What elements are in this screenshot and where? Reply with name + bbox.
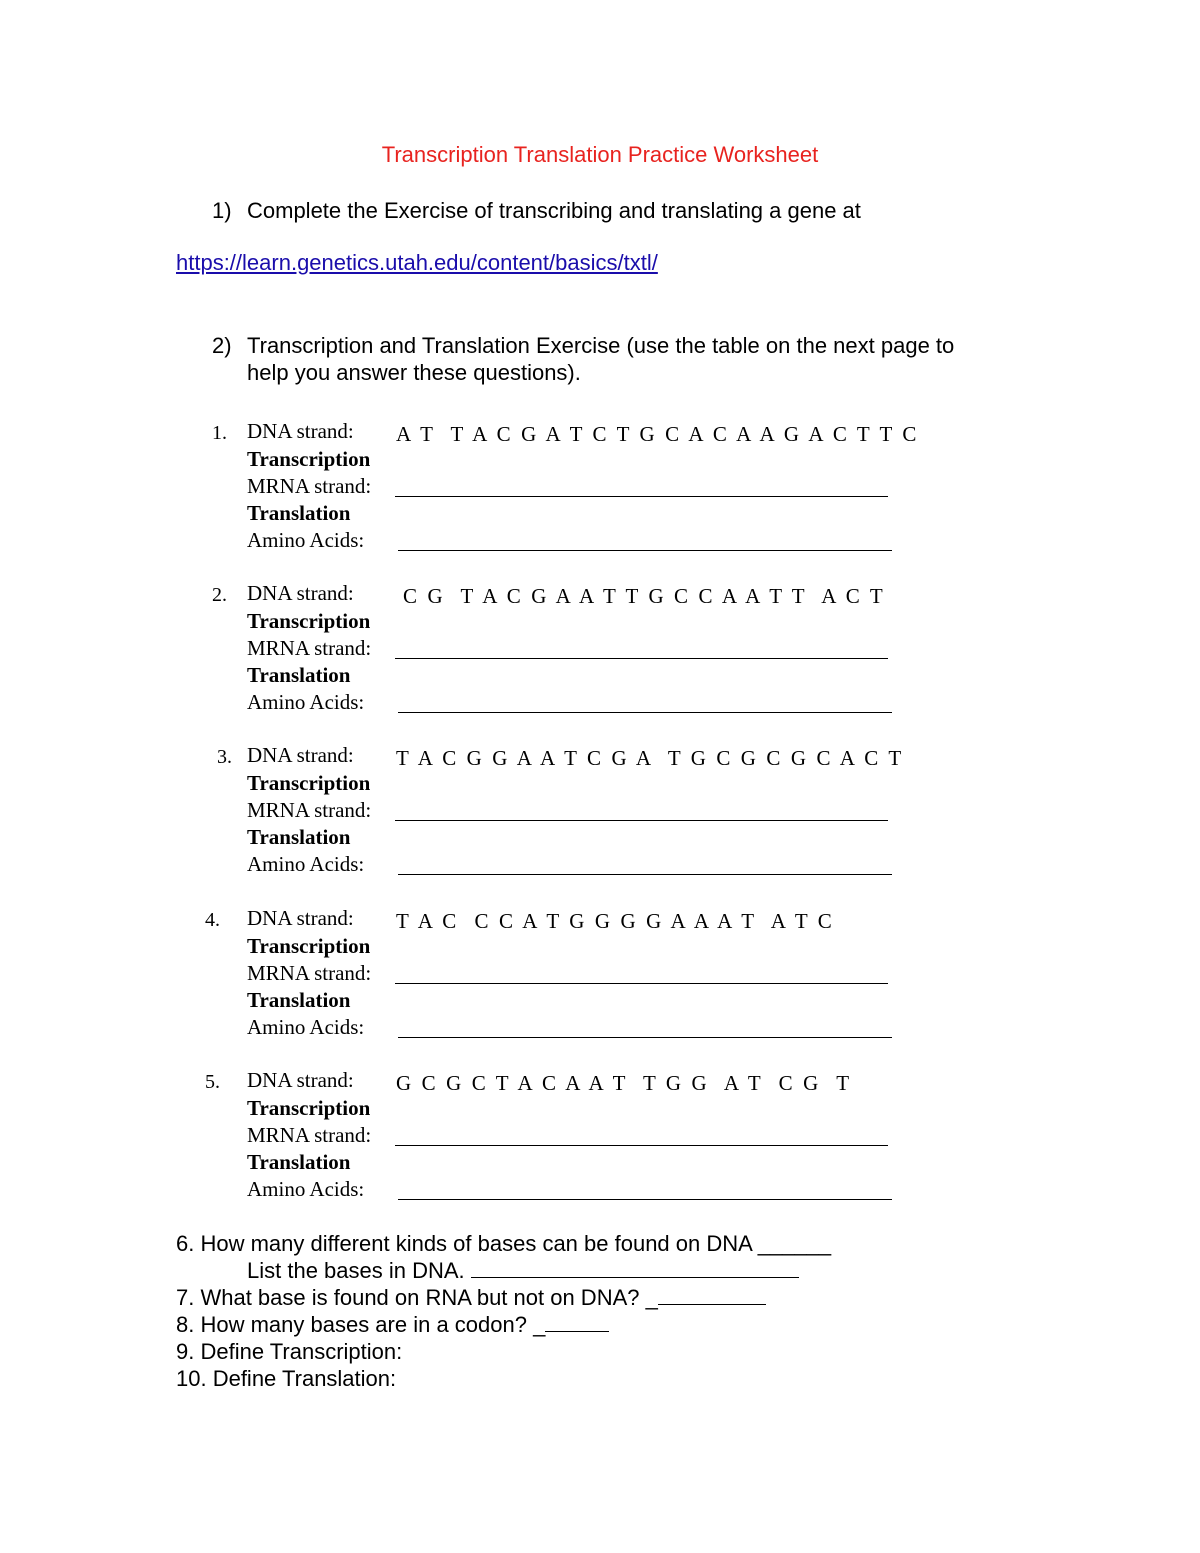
exercise-number: 2. [212, 584, 227, 606]
question-1-number: 1) [212, 198, 232, 223]
question-1-text: Complete the Exercise of transcribing and translating a gene at [247, 198, 861, 223]
question-10-text: 10. Define Translation: [176, 1366, 397, 1391]
exercise-1 [0, 418, 1200, 558]
exercise-number: 3. [217, 746, 232, 768]
mrna-answer-blank[interactable] [395, 820, 888, 821]
dna-sequence: G C G C T A C A A T T G G A T C G T [396, 1071, 852, 1095]
dna-strand-label: DNA strand: [247, 581, 354, 605]
amino-acids-answer-blank[interactable] [398, 1037, 892, 1038]
question-8-text: 8. How many bases are in a codon? _ [176, 1312, 546, 1337]
amino-acids-label: Amino Acids: [247, 1015, 365, 1039]
dna-strand-label: DNA strand: [247, 1068, 354, 1092]
amino-acids-label: Amino Acids: [247, 528, 365, 552]
exercise-3 [0, 742, 1200, 882]
question-2-line-1: Transcription and Translation Exercise (use the table on the next page to [247, 333, 955, 358]
translation-heading: Translation [247, 501, 351, 525]
question-6-list-text: List the bases in DNA. [247, 1258, 465, 1283]
question-2 [212, 332, 1032, 392]
mrna-answer-blank[interactable] [395, 983, 888, 984]
question-8 [176, 1311, 609, 1338]
amino-acids-answer-blank[interactable] [398, 712, 892, 713]
transcription-heading: Transcription [247, 1096, 371, 1120]
mrna-strand-label: MRNA strand: [247, 961, 372, 985]
mrna-answer-blank[interactable] [395, 658, 888, 659]
dna-sequence: A T T A C G A T C T G C A C A A G A C T T C [396, 422, 919, 446]
amino-acids-label: Amino Acids: [247, 852, 365, 876]
amino-acids-label: Amino Acids: [247, 1177, 365, 1201]
question-2-number: 2) [212, 333, 232, 358]
question-7 [176, 1284, 766, 1311]
question-6-list [247, 1257, 799, 1284]
transcription-heading: Transcription [247, 934, 371, 958]
question-7-text: 7. What base is found on RNA but not on DNA? _ [176, 1285, 658, 1310]
amino-acids-answer-blank[interactable] [398, 874, 892, 875]
amino-acids-answer-blank[interactable] [398, 1199, 892, 1200]
dna-strand-label: DNA strand: [247, 906, 354, 930]
translation-heading: Translation [247, 825, 351, 849]
mrna-answer-blank[interactable] [395, 496, 888, 497]
transcription-heading: Transcription [247, 447, 371, 471]
mrna-strand-label: MRNA strand: [247, 474, 372, 498]
codon-answer-blank[interactable] [545, 1311, 609, 1332]
question-10 [176, 1365, 396, 1392]
mrna-strand-label: MRNA strand: [247, 636, 372, 660]
mrna-strand-label: MRNA strand: [247, 1123, 372, 1147]
exercise-2 [0, 580, 1200, 720]
translation-heading: Translation [247, 988, 351, 1012]
exercise-number: 4. [205, 909, 220, 931]
page-title: Transcription Translation Practice Worksheet [381, 142, 819, 167]
dna-strand-label: DNA strand: [247, 419, 354, 443]
transcription-heading: Transcription [247, 771, 371, 795]
exercise-5 [0, 1067, 1200, 1207]
amino-acids-label: Amino Acids: [247, 690, 365, 714]
mrna-strand-label: MRNA strand: [247, 798, 372, 822]
question-9-text: 9. Define Transcription: [176, 1339, 403, 1364]
list-bases-answer-blank[interactable] [471, 1257, 799, 1278]
transcription-heading: Transcription [247, 609, 371, 633]
rna-base-answer-blank[interactable] [658, 1284, 766, 1305]
exercise-number: 5. [205, 1071, 220, 1093]
amino-acids-answer-blank[interactable] [398, 550, 892, 551]
dna-sequence: T A C G G A A T C G A T G C G C G C A C T [396, 746, 904, 770]
question-2-line-2: help you answer these questions). [247, 360, 581, 385]
dna-sequence: C G T A C G A A T T G C C A A T T A C T [403, 584, 886, 608]
dna-strand-label: DNA strand: [247, 743, 354, 767]
question-6 [176, 1230, 831, 1257]
exercise-4 [0, 905, 1200, 1045]
mrna-answer-blank[interactable] [395, 1145, 888, 1146]
question-9 [176, 1338, 402, 1365]
translation-heading: Translation [247, 1150, 351, 1174]
translation-heading: Translation [247, 663, 351, 687]
dna-sequence: T A C C C A T G G G G A A A T A T C [396, 909, 835, 933]
question-1 [212, 197, 1012, 227]
question-6-text: 6. How many different kinds of bases can be found on DNA ______ [176, 1231, 832, 1256]
exercise-number: 1. [212, 422, 227, 444]
genetics-link[interactable]: https://learn.genetics.utah.edu/content/basics/txtl/ [176, 250, 658, 275]
